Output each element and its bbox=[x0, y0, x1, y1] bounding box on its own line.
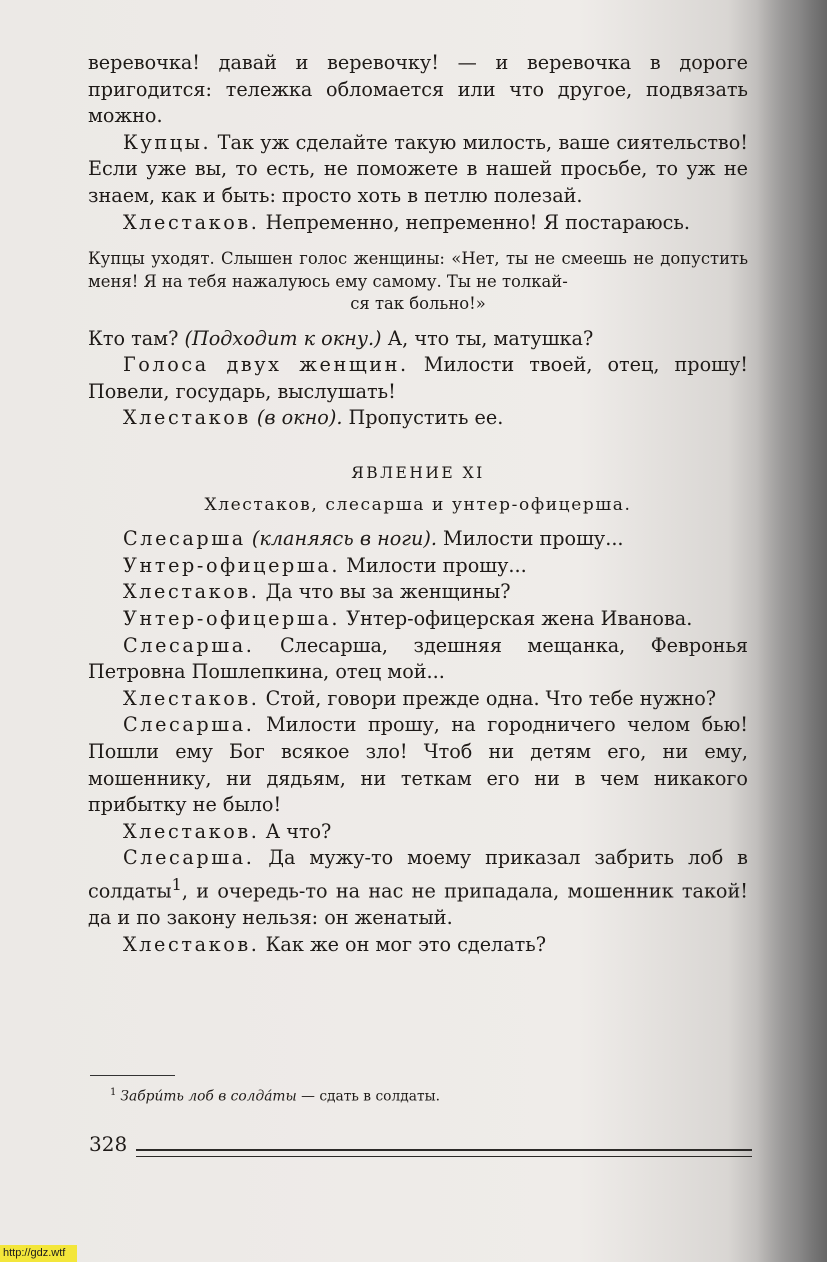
speech: Слесарша, здешняя мещанка, Февронья Петровна Пошлепкина, отец мой... bbox=[88, 633, 748, 684]
speaker: Хлестаков. bbox=[123, 932, 260, 956]
speech: Кто там? bbox=[88, 326, 179, 350]
dialogue-line bbox=[88, 845, 748, 931]
dialogue-line bbox=[88, 712, 748, 818]
dialogue-line bbox=[88, 526, 748, 553]
speaker: Хлестаков. bbox=[123, 580, 260, 604]
watermark-link[interactable]: http://gdz.wtf bbox=[0, 1245, 77, 1262]
dialogue-line bbox=[88, 606, 748, 633]
speech: Пропустить ее. bbox=[348, 406, 504, 430]
speech: Так уж сделайте такую милость, ваше сиятельство! Если уже вы, то есть, не поможете в нашей просьбе, то уж не знаем, как и быть: просто хоть в петлю полезай. bbox=[88, 130, 748, 207]
speaker: Купцы. bbox=[123, 130, 212, 154]
speech: Да что вы за женщины? bbox=[265, 580, 511, 604]
footer-rule bbox=[136, 1149, 752, 1157]
paragraph-text: веревочка! давай и веревочку! — и веревочка в дороге пригодится: тележка обломается или что другое, подвязать можно. bbox=[88, 51, 748, 128]
footnote-divider bbox=[90, 1075, 175, 1076]
footnote-term: Забри́ть лоб в солда́ты bbox=[120, 1088, 297, 1105]
speaker: Хлестаков. bbox=[123, 686, 260, 710]
main-text bbox=[88, 50, 748, 958]
page-number: 328 bbox=[89, 1132, 128, 1156]
speech: Милости твоей, отец, прошу! Повели, государь, выслушать! bbox=[88, 353, 748, 403]
stage-text-end: ся так больно!» bbox=[350, 294, 486, 314]
speaker: Слесарша. bbox=[123, 633, 255, 657]
speech: А, что ты, матушка? bbox=[387, 326, 594, 350]
footnote bbox=[110, 1083, 710, 1107]
speech: А что? bbox=[265, 819, 332, 843]
direction: (в окно). bbox=[256, 406, 343, 430]
speaker: Слесарша. bbox=[123, 713, 255, 737]
page-binding-shadow bbox=[757, 0, 827, 1262]
speaker: Слесарша bbox=[123, 527, 246, 551]
speaker: Хлестаков. bbox=[123, 210, 260, 234]
dialogue-line bbox=[88, 210, 748, 237]
dialogue-line bbox=[88, 352, 748, 405]
speech: Унтер-офицерская жена Иванова. bbox=[346, 607, 693, 630]
speaker: Хлестаков. bbox=[123, 819, 260, 843]
speaker: Слесарша. bbox=[123, 846, 255, 870]
dialogue-line bbox=[88, 405, 748, 432]
direction: (Подходит к окну.) bbox=[184, 326, 382, 350]
speech: , и очередь-то на нас не припадала, мошенник такой! да и по закону нельзя: он женатый. bbox=[88, 879, 748, 929]
dialogue-line bbox=[88, 326, 748, 353]
scene-title: ЯВЛЕНИЕ XI bbox=[351, 464, 485, 483]
speech: Стой, говори прежде одна. Что тебе нужно? bbox=[265, 686, 717, 710]
speech: Да мужу-то моему приказал забрить лоб в солдаты bbox=[88, 846, 748, 903]
speech: Непременно, непременно! Я постараюсь. bbox=[265, 210, 690, 234]
dialogue-line bbox=[88, 932, 748, 959]
paragraph bbox=[88, 50, 748, 130]
speaker: Унтер-офицерша. bbox=[123, 553, 341, 577]
direction: (кланяясь в ноги). bbox=[251, 527, 437, 551]
stage-direction bbox=[88, 248, 748, 316]
speech: Милости прошу... bbox=[443, 527, 624, 551]
dialogue-line bbox=[88, 633, 748, 686]
footnote-definition: — сдать в солдаты. bbox=[301, 1088, 440, 1105]
stage-text: Купцы уходят. Слышен голос женщины: «Нет, ты не смеешь не допустить меня! Я на тебя нажалуюсь ему самому. Ты не толкай- bbox=[88, 249, 748, 291]
speaker: Хлестаков bbox=[123, 406, 251, 430]
footnote-mark: 1 bbox=[110, 1087, 117, 1098]
speech: Милости прошу... bbox=[346, 553, 527, 577]
speech: Как же он мог это сделать? bbox=[265, 932, 547, 956]
speaker: Унтер-офицерша. bbox=[123, 607, 341, 630]
dialogue-line bbox=[88, 130, 748, 210]
dialogue-line bbox=[88, 686, 748, 713]
dialogue-line bbox=[88, 579, 748, 606]
footnote-marker: 1 bbox=[171, 874, 182, 894]
speaker: Голоса двух женщин. bbox=[123, 353, 409, 377]
dialogue-line bbox=[88, 819, 748, 846]
dialogue-line bbox=[88, 553, 748, 580]
speech: Милости прошу, на городничего челом бью! Пошли ему Бог всякое зло! Чтоб ни детям его, ни ему, мошеннику, ни дядьям, ни теткам его ни в чем никакого прибытку не было! bbox=[88, 713, 748, 817]
scene-persons: Хлестаков, слесарша и унтер-офицерша. bbox=[204, 494, 632, 515]
